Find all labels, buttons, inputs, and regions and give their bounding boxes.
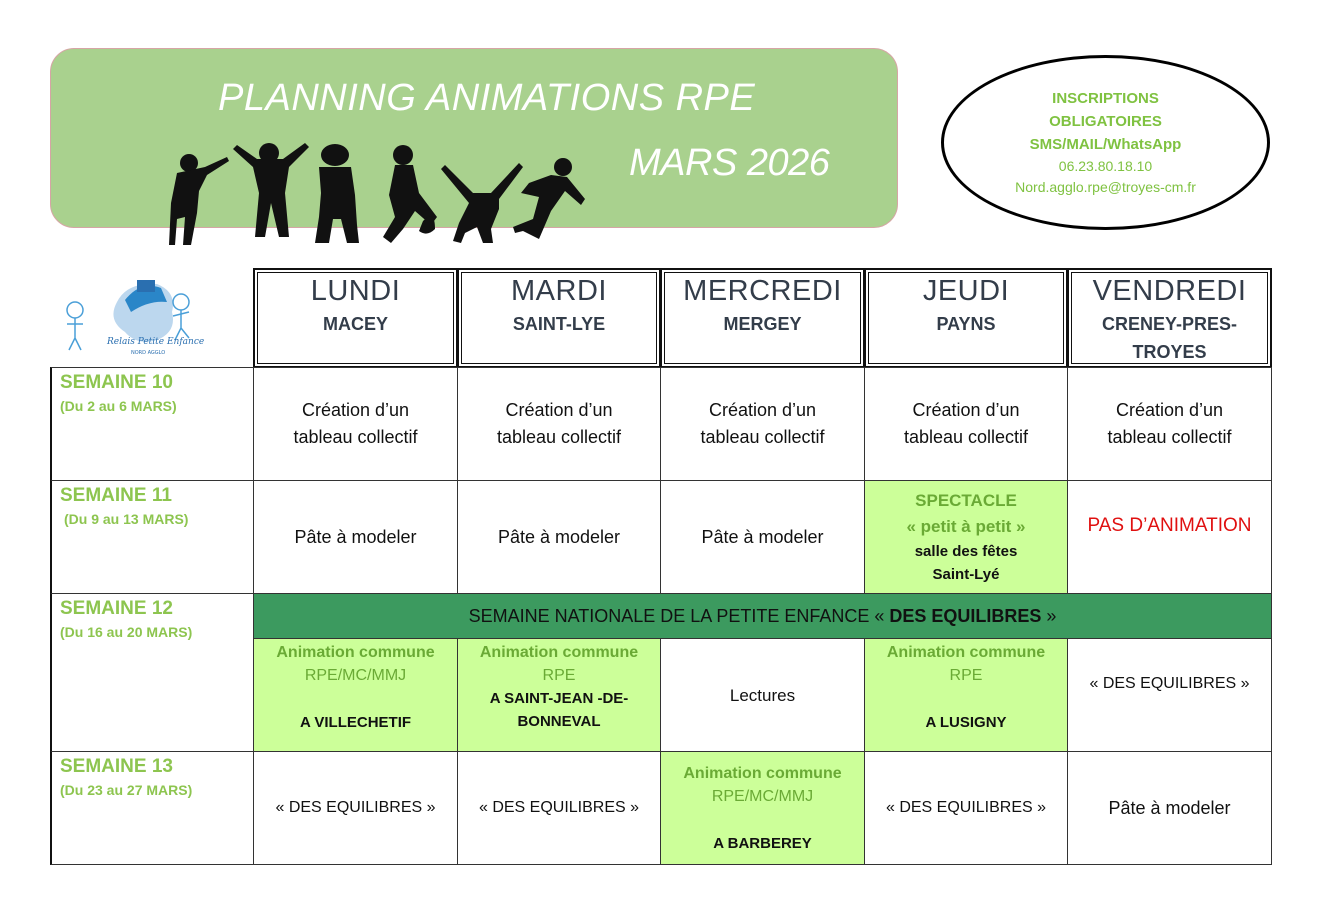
activity-line: Création d’un — [505, 400, 613, 420]
activity-line: Pâte à modeler — [497, 526, 621, 547]
spectacle-place-line2: Saint-Lyé — [932, 566, 1000, 583]
cell-w11-wednesday — [660, 480, 865, 594]
cell-w13-monday — [253, 751, 458, 865]
day-town: SAINT-LYE — [512, 314, 606, 334]
cell-w13-tuesday — [457, 751, 661, 865]
animation-title: Animation commune — [276, 644, 435, 661]
cell-w13-friday — [1067, 751, 1272, 865]
cell-w11-tuesday — [457, 480, 661, 594]
contact-oval — [941, 55, 1270, 230]
cell-w12-tuesday — [457, 638, 661, 752]
week-number: SEMAINE 10 — [60, 372, 173, 393]
week-dates: (Du 23 au 27 MARS) — [60, 782, 193, 798]
day-header-tuesday — [457, 268, 661, 368]
activity-line: Création d’un — [912, 400, 1020, 420]
day-town: CRENEY-PRES-TROYES — [1101, 314, 1238, 362]
week-label-13 — [50, 751, 254, 865]
cell-w11-monday — [253, 480, 458, 594]
activity-line: Création d’un — [301, 400, 410, 420]
week-label-12 — [50, 593, 254, 752]
activity-line: « DES EQUILIBRES » — [1089, 675, 1250, 692]
week-dates: (Du 2 au 6 MARS) — [60, 398, 177, 414]
spectacle-name: « petit à petit » — [906, 517, 1026, 536]
national-week-banner — [253, 593, 1272, 639]
banner-prefix: SEMAINE NATIONALE DE LA PETITE ENFANCE « — [468, 605, 885, 626]
contact-phone: 06.23.80.18.10 — [1058, 158, 1153, 174]
spectacle-title: SPECTACLE — [915, 491, 1017, 510]
day-name: MERCREDI — [683, 275, 842, 307]
animation-title: Animation commune — [683, 765, 842, 782]
activity-line: tableau collectif — [293, 427, 418, 447]
activity-line: Création d’un — [1115, 400, 1224, 420]
week-dates: (Du 9 au 13 MARS) — [64, 511, 189, 527]
activity-line: Pâte à modeler — [294, 526, 417, 547]
cell-w10-tuesday — [457, 367, 661, 481]
activity-line: « DES EQUILIBRES » — [275, 799, 436, 816]
animation-partners: RPE — [949, 667, 983, 684]
cell-w13-wednesday — [660, 751, 865, 865]
logo-subtext: NORD AGGLO — [131, 350, 166, 356]
cell-w12-friday — [1067, 638, 1272, 752]
activity-line: tableau collectif — [903, 427, 1029, 447]
cell-w12-wednesday — [660, 638, 865, 752]
day-name: MARDI — [511, 275, 607, 307]
activity-line: « DES EQUILIBRES » — [885, 799, 1047, 816]
contact-line-inscriptions: INSCRIPTIONS — [1052, 90, 1159, 107]
day-header-wednesday — [660, 268, 865, 368]
week-label-11 — [50, 480, 254, 594]
relais-petite-enfance-logo — [57, 272, 253, 364]
activity-line: « DES EQUILIBRES » — [478, 799, 640, 816]
month-title: MARS 2026 — [629, 142, 830, 184]
animation-partners: RPE — [542, 667, 576, 684]
title-banner — [50, 48, 898, 228]
activity-line: Pâte à modeler — [701, 526, 824, 547]
day-name: VENDREDI — [1092, 275, 1247, 307]
cell-w12-thursday — [864, 638, 1068, 752]
day-header-thursday — [864, 268, 1068, 368]
cell-w11-thursday — [864, 480, 1068, 594]
contact-line-channels: SMS/MAIL/WhatsApp — [1029, 136, 1182, 153]
dancing-children-silhouettes-icon — [119, 133, 599, 253]
activity-line: Lectures — [729, 685, 796, 705]
cell-w10-wednesday — [660, 367, 865, 481]
animation-partners: RPE/MC/MMJ — [304, 667, 407, 684]
week-dates: (Du 16 au 20 MARS) — [60, 624, 193, 640]
day-town: MACEY — [322, 314, 388, 334]
spectacle-place-line1: salle des fêtes — [914, 543, 1018, 560]
week-label-10 — [50, 367, 254, 481]
animation-place: A VILLECHETIF — [299, 714, 412, 731]
page-title: PLANNING ANIMATIONS RPE — [218, 77, 756, 119]
animation-title: Animation commune — [886, 644, 1046, 661]
cell-w10-thursday — [864, 367, 1068, 481]
animation-place-line1: A SAINT-JEAN -DE- — [489, 690, 629, 707]
cell-w13-thursday — [864, 751, 1068, 865]
animation-partners: RPE/MC/MMJ — [711, 788, 814, 805]
day-header-monday — [253, 268, 458, 368]
contact-line-obligatoires: OBLIGATOIRES — [1049, 113, 1162, 130]
banner-suffix: » — [1046, 605, 1057, 626]
cell-w10-monday — [253, 367, 458, 481]
animation-place-line2: BONNEVAL — [517, 713, 601, 730]
day-name: LUNDI — [310, 275, 401, 307]
banner-theme: DES EQUILIBRES — [889, 605, 1042, 626]
activity-line: Création d’un — [708, 400, 817, 420]
activity-line: tableau collectif — [1107, 427, 1232, 447]
week-number: SEMAINE 13 — [60, 756, 173, 777]
activity-line: Pâte à modeler — [1108, 797, 1231, 818]
activity-line: tableau collectif — [496, 427, 622, 447]
week-number: SEMAINE 11 — [60, 485, 172, 506]
logo-text: Relais Petite Enfance — [107, 337, 205, 347]
no-animation-label: PAS D’ANIMATION — [1087, 515, 1252, 536]
cell-w10-friday — [1067, 367, 1272, 481]
cell-w12-monday — [253, 638, 458, 752]
activity-line: tableau collectif — [700, 427, 825, 447]
day-town: MERGEY — [723, 314, 802, 334]
animation-place: A BARBEREY — [713, 835, 812, 852]
day-header-friday — [1067, 268, 1272, 368]
day-name: JEUDI — [922, 275, 1010, 307]
animation-title: Animation commune — [479, 644, 639, 661]
day-town: PAYNS — [936, 314, 996, 334]
animation-place: A LUSIGNY — [925, 714, 1007, 731]
cell-w11-friday — [1067, 480, 1272, 594]
contact-email: Nord.agglo.rpe@troyes-cm.fr — [1015, 179, 1196, 195]
week-number: SEMAINE 12 — [60, 598, 173, 619]
